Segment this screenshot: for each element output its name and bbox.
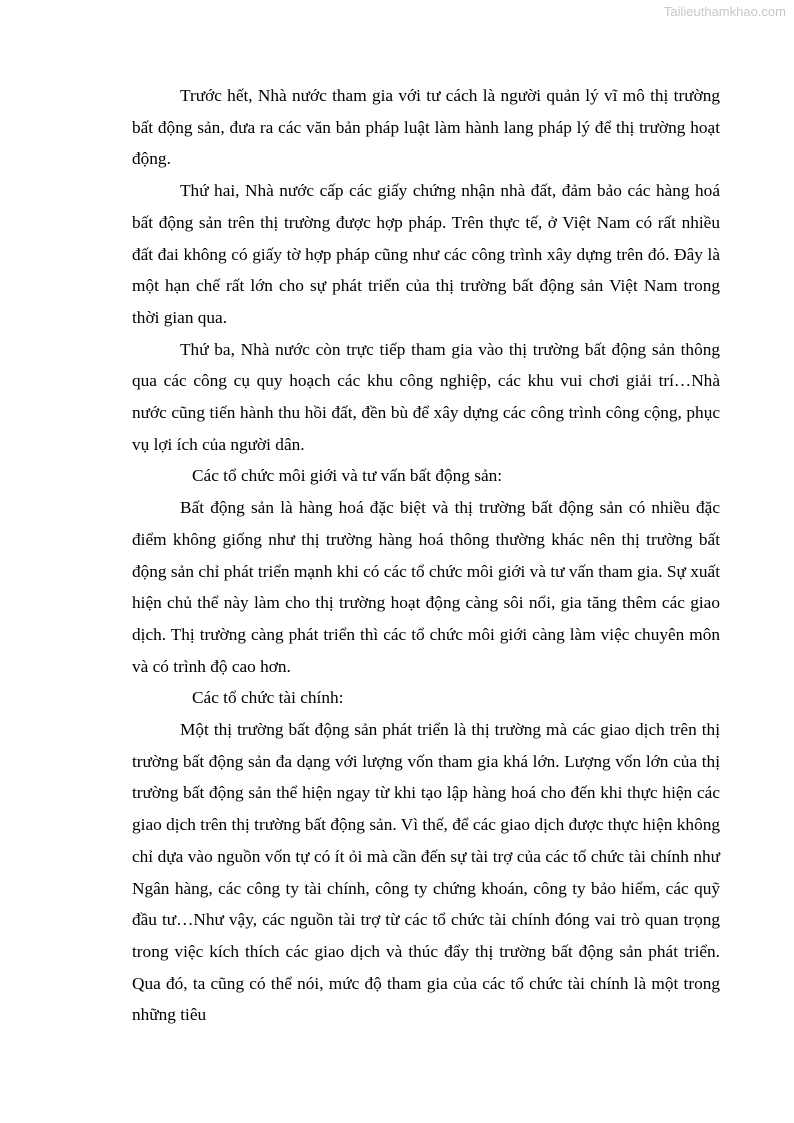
paragraph-brokerage: Bất động sản là hàng hoá đặc biệt và thị trường bất động sản có nhiều đặc điểm không giống như thị trường hàng hoá thông thường khác nên thị trường bất động sản chỉ phát triển mạnh khi có các tổ chức môi giới và tư vấn tham gia. Sự xuất hiện chủ thể này làm cho thị trường hoạt động càng sôi nổi, gia tăng thêm các giao dịch. Thị trường càng phát triển thì các tổ chức môi giới càng làm việc chuyên môn và có trình độ cao hơn. (132, 498, 720, 676)
heading-brokerage-organizations: Các tổ chức môi giới và tư vấn bất động sản: (192, 466, 503, 486)
paragraph-state-certificates: Thứ hai, Nhà nước cấp các giấy chứng nhận nhà đất, đảm bảo các hàng hoá bất động sản trên thị trường được hợp pháp. Trên thực tế, ở Việt Nam có rất nhiều đất đai không có giấy tờ hợp pháp cũng như các công trình xây dựng trên đó. Đây là một hạn chế rất lớn cho sự phát triển của thị trường bất động sản Việt Nam trong thời gian qua. (132, 181, 720, 327)
document-body (132, 80, 720, 1031)
paragraph-state-direct-participation: Thứ ba, Nhà nước còn trực tiếp tham gia vào thị trường bất động sản thông qua các công cụ quy hoạch các khu công nghiệp, các khu vui chơi giải trí…Nhà nước cũng tiến hành thu hồi đất, đền bù để xây dựng các công trình công cộng, phục vụ lợi ích của người dân. (132, 339, 720, 454)
paragraph-financial: Một thị trường bất động sản phát triển là thị trường mà các giao dịch trên thị trường bất động sản đa dạng với lượng vốn tham gia khá lớn. Lượng vốn lớn của thị trường bất động sản thể hiện ngay từ khi tạo lập hàng hoá cho đến khi thực hiện các giao dịch trên thị trường bất động sản. Vì thế, để các giao dịch được thực hiện không chỉ dựa vào nguồn vốn tự có ít ỏi mà cần đến sự tài trợ của các tổ chức tài chính như Ngân hàng, các công ty tài chính, công ty chứng khoán, công ty bảo hiểm, các quỹ đầu tư…Như vậy, các nguồn tài trợ từ các tổ chức tài chính đóng vai trò quan trọng trong việc kích thích các giao dịch và thúc đẩy thị trường bất động sản phát triển. Qua đó, ta cũng có thể nói, mức độ tham gia của các tổ chức tài chính là một trong những tiêu (132, 720, 720, 1025)
paragraph-state-manager: Trước hết, Nhà nước tham gia với tư cách là người quản lý vĩ mô thị trường bất động sản, đưa ra các văn bản pháp luật làm hành lang pháp lý để thị trường hoạt động. (132, 86, 720, 169)
watermark-text: Tailieuthamkhao.com (663, 4, 786, 19)
heading-financial-organizations: Các tổ chức tài chính: (192, 688, 344, 708)
